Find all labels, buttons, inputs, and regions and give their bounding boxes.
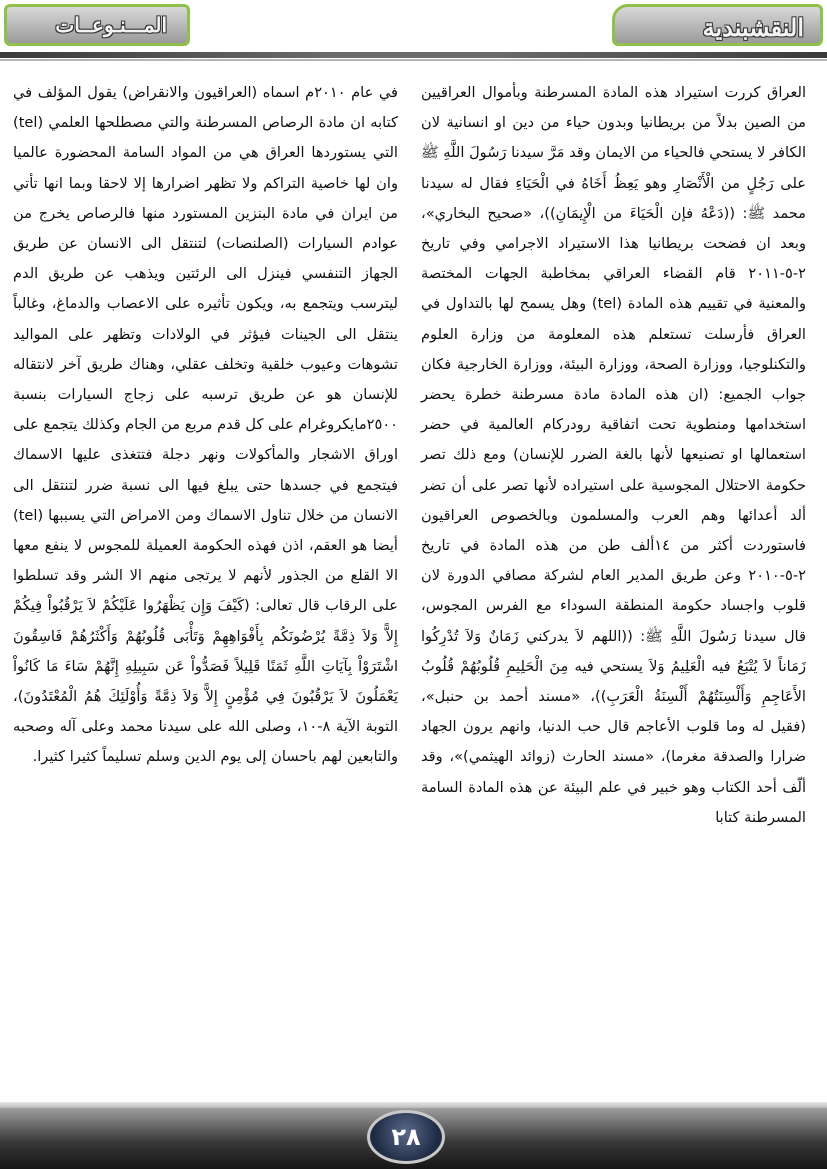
article-paragraph: العراق كررت استيراد هذه المادة المسرطنة وبأموال العراقيين من الصين بدلاً من بريطانيا وبدون حياء من دين او انسانية لان الكافر لا يستحي فالحياء من الايمان وقد مَرَّ سيدنا رَسُولَ اللَّهِ ﷺ على رَجُلٍ من الْأَنْصَارِ وهو يَعِظُ أَخَاهُ في الْحَيَاءِ فقال له سيدنا محمد ﷺ: ((دَعْهُ فإن الْحَيَاءَ من الْإِيمَانِ))، «صحيح البخاري»، وبعد ان فضحت بريطانيا هذا الاستيراد الاجرامي وفي تاريخ ٢-٥-٢٠١١ قام القضاء العراقي بمخاطبة الجهات المختصة والمعنية في تقييم هذه المادة (tel) وهل يسمح لها بالتداول في العراق فأرسلت تستعلم هذه المعلومة من وزارة العلوم والتكنلوجيا، ووزارة الصحة، ووزارة البيئة، ووزارة الخارجية فكان جواب الجميع: (ان هذه المادة مادة مسرطنة خطرة يحضر استخدامها ومنطوية تحت اتفاقية رودركام العالمية في حضر استعمالها او تصنيعها لأنها بالغة الضرر للإنسان) ومع ذلك تصر حكومة الاحتلال المجوسية على استيراده لأنها تصر على أن تضر ألد أعدائها وهم العرب والمسلمون وبالخصوص العراقيون فاستوردت أكثر من ١٤ألف طن من هذه المادة في تاريخ ٢-٥-٢٠١٠ وعن طريق المدير العام لشركة مصافي الدورة لان قلوب واجساد حكومة المنطقة السوداء مع الفرس المجوس، قال سيدنا رَسُولَ اللَّهِ ﷺ: ((اللهم لاَ يدركني زَمَانٌ وَلاَ تُدْرِكُوا زَمَاناً لاَ يُتْبَعُ فيه الْعَلِيمُ وَلاَ يستحي فيه مِنَ الْحَلِيمِ قُلُوبُهُمْ قُلُوبُ الأَعَاجِمِ وَأَلْسِنَتُهُمْ أَلْسِنَةُ الْعَرَبِ))، «مسند أحمد بن حنبل»، (فقيل له وما قلوب الأعاجم قال حب الدنيا، وانهم يرون الجهاد ضرارا والصدقة مغرما)، «مسند الحارث (زوائد الهيثمي)»، وقد ألّف أحد الكتاب وهو خبير في علم البيئة عن هذه المادة السامة المسرطنة كتابا	[421, 84, 806, 826]
page-number-badge	[367, 1110, 445, 1164]
header-divider	[0, 52, 827, 58]
magazine-name: النقشبندية	[702, 13, 804, 42]
header-divider-thin	[0, 59, 827, 61]
article-column-left	[13, 78, 398, 773]
page-number: ٢٨	[391, 1123, 421, 1151]
section-tab	[4, 4, 190, 46]
section-label: المـــنـوعــات	[55, 13, 167, 37]
magazine-tab	[612, 4, 823, 46]
article-column-right	[421, 78, 806, 833]
article-paragraph: في عام ٢٠١٠م اسماه (العراقيون والانقراض) يقول المؤلف في كتابه ان مادة الرصاص المسرطنة والتي مصطلحها العلمي (tel) التي يستوردها العراق هي من المواد السامة المحضورة عالميا وان لها خاصية التراكم ولا تظهر اضرارها إلا لاحقا وبما انها تأتي من ايران في مادة البنزين المستورد منها فالرصاص يخرج من عوادم السيارات (الصلنصات) لتنتقل الى الانسان عن طريق الجهاز التنفسي فينزل الى الرئتين ويذهب عن طريق الدم ليترسب ويتجمع به، ويكون تأثيره على الاعصاب والدماغ، وغالباً ينتقل الى الجينات فيؤثر في الولادات وتظهر على المواليد تشوهات وعيوب خلقية وتخلف عقلي، وهناك طريق آخر لانتقاله للإنسان هو عن طريق ترسبه على زجاج السيارات بنسبة ٢٥٠٠مايكروغرام على كل قدم مربع من الجام وكذلك يتجمع على اوراق الاشجار والمأكولات ونهر دجلة فتتغذى عليها الاسماك فيتجمع في جسدها حتى يبلغ فيها الى نسبة ضرر لتنتقل الى الانسان من خلال تناول الاسماك ومن الامراض التي يسببها (tel) أيضا هو العقم، اذن فهذه الحكومة العميلة للمجوس لا ينفع معها الا القلع من الجذور لأنهم لا يرتجى منهم الا الشر وقد تسلطوا على الرقاب قال تعالى: (كَيْفَ وَإِن يَظْهَرُوا عَلَيْكُمْ لاَ يَرْقُبُواْ فِيكُمْ إِلاًّ وَلاَ ذِمَّةً يُرْضُونَكُم بِأَفْوَاهِهِمْ وَتَأْبَى قُلُوبُهُمْ وَأَكْثَرُهُمْ فَاسِقُونَ اشْتَرَوْاْ بِآيَاتِ اللَّهِ ثَمَنًا قَلِيلاً فَصَدُّواْ عَن سَبِيلِهِ إِنَّهُمْ سَاءَ مَا كَانُواْ يَعْمَلُونَ لاَ يَرْقُبُونَ فِي مُؤْمِنٍ إِلاًّ وَلاَ ذِمَّةً وَأُوْلَئِكَ هُمُ الْمُعْتَدُونَ)، التوبة الآية ٨-١٠، وصلى الله على سيدنا محمد وعلى آله وصحبه والتابعين لهم باحسان إلى يوم الدين وسلم تسليماً كثيرا كثيرا.	[13, 84, 398, 766]
